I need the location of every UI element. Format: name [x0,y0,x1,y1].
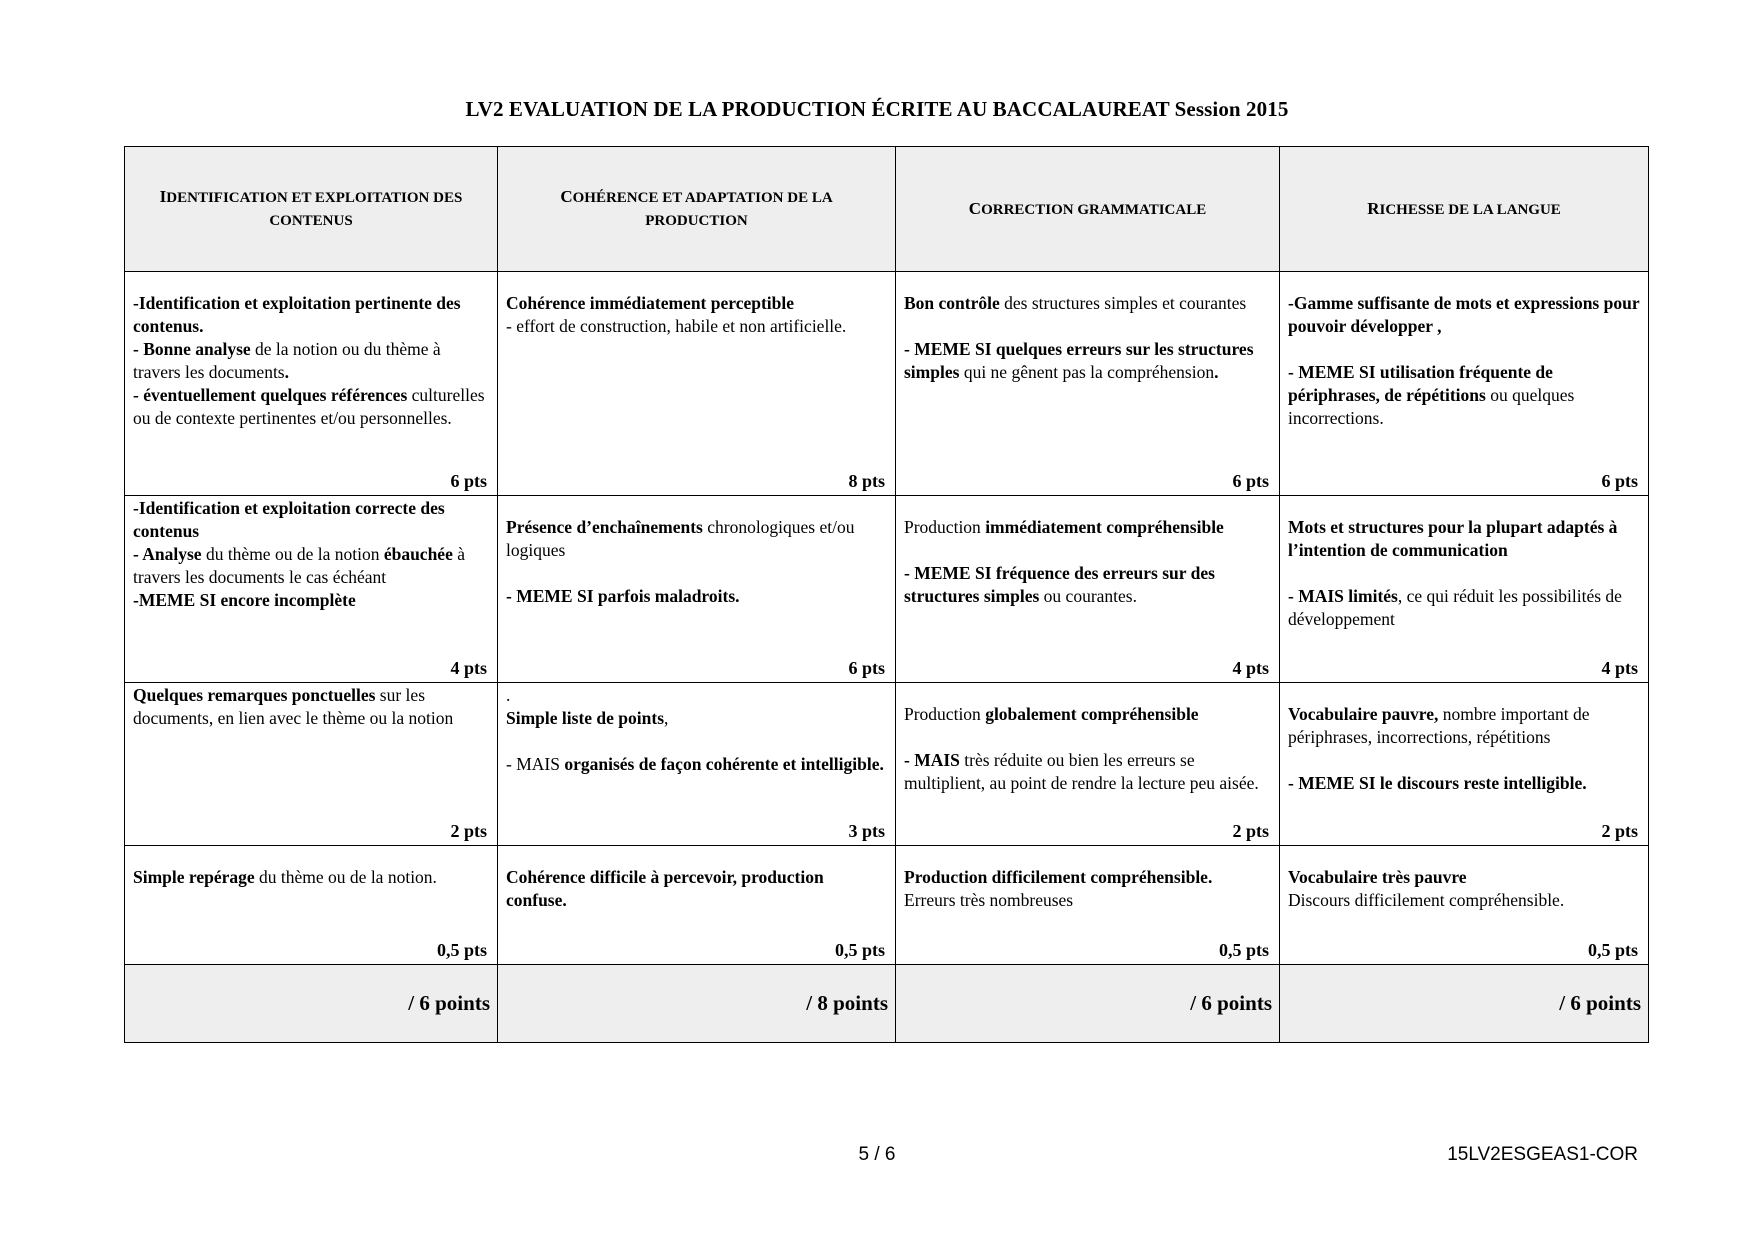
cell-content [1280,683,1648,845]
criterion-cell [896,496,1280,683]
criterion-text [506,516,887,562]
header-correction [896,147,1280,272]
text-segment: - MAIS [506,754,565,774]
text-segment: ou quelques incorrections. [1288,385,1575,428]
points-label: 0,5 pts [834,940,885,960]
text-segment: -Identification et exploitation pertinente des contenus. [133,293,461,336]
text-segment: des structures simples et courantes [999,293,1247,313]
text-segment: Vocabulaire pauvre, [1288,704,1439,724]
text-segment: Présence d’enchaînements [506,517,703,537]
text-segment: Mots et structures pour la plupart adaptés à l’intention de communication [1288,517,1618,560]
text-segment: - MAIS limités [1288,586,1398,606]
criterion-text [904,516,1271,539]
criterion-text [133,684,489,730]
header-coherence [498,147,896,272]
criterion-cell [498,683,896,846]
text-segment: à travers les documents le cas échéant [133,544,466,587]
header-text: OHÉRENCE ET ADAPTATION DE LA PRODUCTION [572,190,833,229]
criterion-text [904,338,1271,384]
text-segment: . [1214,362,1219,382]
cell-content [498,496,895,682]
criterion-text [133,338,489,384]
text-segment: Quelques remarques ponctuelles [133,685,376,705]
total-cell [498,965,896,1043]
text-segment: , [664,708,669,728]
criterion-text [904,703,1271,726]
text-segment: - MEME SI quelques erreurs sur les structures simples [904,339,1254,382]
criterion-text [506,315,887,338]
criterion-text [133,384,489,430]
grid-row-level-3 [125,683,1649,846]
text-segment: Bon contrôle [904,293,1000,313]
cell-content [1280,496,1648,682]
text-segment: organisés de façon cohérente et intelligible. [564,754,884,774]
points-label: 4 pts [1232,658,1269,678]
text-segment: - MEME SI parfois maladroits. [506,586,740,606]
paragraph-gap [506,562,887,585]
page-number: 5 / 6 [858,1144,896,1165]
criterion-text [904,292,1271,315]
cell-content [896,683,1279,845]
total-coherence: / 8 points [806,991,888,1015]
criterion-cell [498,846,896,965]
cell-content [498,683,895,845]
text-segment: du thème ou de la notion. [254,867,437,887]
criterion-text [133,497,489,543]
criterion-text [506,707,887,730]
cell-content [498,846,895,964]
text-segment: - effort de construction, habile et non artificielle. [506,316,847,336]
criterion-text [133,589,489,612]
criterion-cell [1280,496,1649,683]
text-segment: Simple liste de points [506,708,665,728]
criterion-text [133,866,489,889]
total-cell [1280,965,1649,1043]
total-identification: / 6 points [408,991,490,1015]
header-initial: C [968,198,982,218]
criterion-cell [125,496,498,683]
total-richesse: / 6 points [1559,991,1641,1015]
cell-content [125,683,497,845]
criterion-text [1288,889,1640,912]
grid-row-level-4 [125,846,1649,965]
paragraph-gap [1288,338,1640,361]
cell-content [896,496,1279,682]
text-segment: - Bonne analyse [133,339,251,359]
text-segment: du thème ou de la notion [201,544,384,564]
text-segment: Cohérence difficile à percevoir, production confuse. [506,867,824,910]
paragraph-gap [904,539,1271,562]
grid-row-level-1 [125,272,1649,496]
text-segment: chronologiques et/ou logiques [506,517,855,560]
criterion-text [1288,866,1640,889]
criterion-text [1288,361,1640,430]
text-segment: Vocabulaire très pauvre [1288,867,1467,887]
criterion-cell [896,846,1280,965]
document-code: 15LV2ESGEAS1-COR [1447,1144,1638,1165]
header-text: DENTIFICATION ET EXPLOITATION DES CONTENUS [166,190,463,229]
points-label: 0,5 pts [436,940,487,960]
criterion-text [1288,516,1640,562]
text-segment: Production [904,517,986,537]
points-label: 2 pts [1601,821,1638,841]
points-label: 4 pts [1601,658,1638,678]
criterion-text [904,889,1271,912]
criterion-cell [896,272,1280,496]
text-segment: ou courantes. [1039,586,1137,606]
text-segment: - MEME SI fréquence des erreurs sur des structures simples [904,563,1215,606]
text-segment: -Identification et exploitation correcte des contenus [133,498,445,541]
criterion-cell [125,683,498,846]
paragraph-gap [506,730,887,753]
points-label: 2 pts [1232,821,1269,841]
cell-content [1280,272,1648,495]
criterion-cell [1280,846,1649,965]
text-segment: - éventuellement quelques références [133,385,408,405]
text-segment: , ce qui réduit les possibilités de développement [1288,586,1622,629]
text-segment: Production difficilement compréhensible. [904,867,1213,887]
criterion-text [133,292,489,338]
criterion-text [506,866,887,912]
criterion-cell [498,272,896,496]
criterion-cell [125,272,498,496]
criterion-text [506,684,887,707]
text-segment: Discours difficilement compréhensible. [1288,890,1565,910]
text-segment: sur les documents, en lien avec le thème ou la notion [133,685,454,728]
text-segment: de la notion ou du thème à travers les documents [133,339,441,382]
criterion-text [1288,585,1640,631]
criterion-text [1288,703,1640,749]
text-segment: -MEME SI encore incomplète [133,590,356,610]
paragraph-gap [904,315,1271,338]
cell-content [896,272,1279,495]
points-label: 3 pts [848,821,885,841]
cell-content [125,272,497,495]
points-label: 0,5 pts [1218,940,1269,960]
paragraph-gap [1288,749,1640,772]
total-cell [125,965,498,1043]
criterion-cell [498,496,896,683]
text-segment: nombre important de périphrases, incorrections, répétitions [1288,704,1590,747]
text-segment: qui ne gênent pas la compréhension [959,362,1215,382]
criterion-cell [896,683,1280,846]
points-label: 0,5 pts [1587,940,1638,960]
header-initial: I [159,187,167,206]
text-segment: Cohérence immédiatement perceptible [506,293,795,313]
points-label: 2 pts [450,821,487,841]
text-segment: -Gamme suffisante de mots et expressions pour pouvoir développer , [1288,293,1640,336]
criterion-text [1288,292,1640,338]
evaluation-grid [124,146,1649,1043]
criterion-cell [125,846,498,965]
header-text: ORRECTION GRAMMATICALE [981,201,1207,218]
grid-row-level-2 [125,496,1649,683]
criterion-text [506,753,887,776]
header-text: ICHESSE DE LA LANGUE [1379,201,1561,218]
total-cell [896,965,1280,1043]
header-initial: C [560,187,573,206]
text-segment: culturelles ou de contexte pertinentes et/ou personnelles. [133,385,485,428]
header-identification [125,147,498,272]
paragraph-gap [904,726,1271,749]
header-richesse [1280,147,1649,272]
text-segment: . [284,362,289,382]
criterion-text [904,562,1271,608]
grid-totals-row [125,965,1649,1043]
text-segment: - MEME SI utilisation fréquente de périphrases, de répétitions [1288,362,1553,405]
header-initial: R [1367,198,1380,218]
text-segment: - MAIS [904,750,960,770]
cell-content [896,846,1279,964]
criterion-cell [1280,272,1649,496]
criterion-text [506,292,887,315]
grid-header-row [125,147,1649,272]
cell-content [1280,846,1648,964]
text-segment: immédiatement compréhensible [985,517,1224,537]
text-segment: ébauchée [383,544,453,564]
text-segment: globalement compréhensible [985,704,1199,724]
criterion-text [506,585,887,608]
criterion-text [1288,772,1640,795]
text-segment: - MEME SI le discours reste intelligible. [1288,773,1587,793]
paragraph-gap [1288,562,1640,585]
criterion-text [133,543,489,589]
text-segment: très réduite ou bien les erreurs se multiplient, au point de rendre la lecture peu aisée. [904,750,1259,793]
text-segment: - Analyse [133,544,202,564]
criterion-text [904,749,1271,795]
points-label: 6 pts [1601,471,1638,491]
cell-content [498,272,895,495]
text-segment: Erreurs très nombreuses [904,890,1074,910]
criterion-text [904,866,1271,889]
text-segment: Simple repérage [133,867,255,887]
page-title: LV2 EVALUATION DE LA PRODUCTION ÉCRITE AU BACCALAUREAT Session 2015 [465,97,1289,121]
points-label: 6 pts [450,471,487,491]
points-label: 6 pts [1232,471,1269,491]
cell-content [125,496,497,682]
text-segment: . [506,685,511,705]
total-correction: / 6 points [1190,991,1272,1015]
points-label: 8 pts [848,471,885,491]
points-label: 6 pts [848,658,885,678]
cell-content [125,846,497,964]
points-label: 4 pts [450,658,487,678]
criterion-cell [1280,683,1649,846]
text-segment: Production [904,704,986,724]
